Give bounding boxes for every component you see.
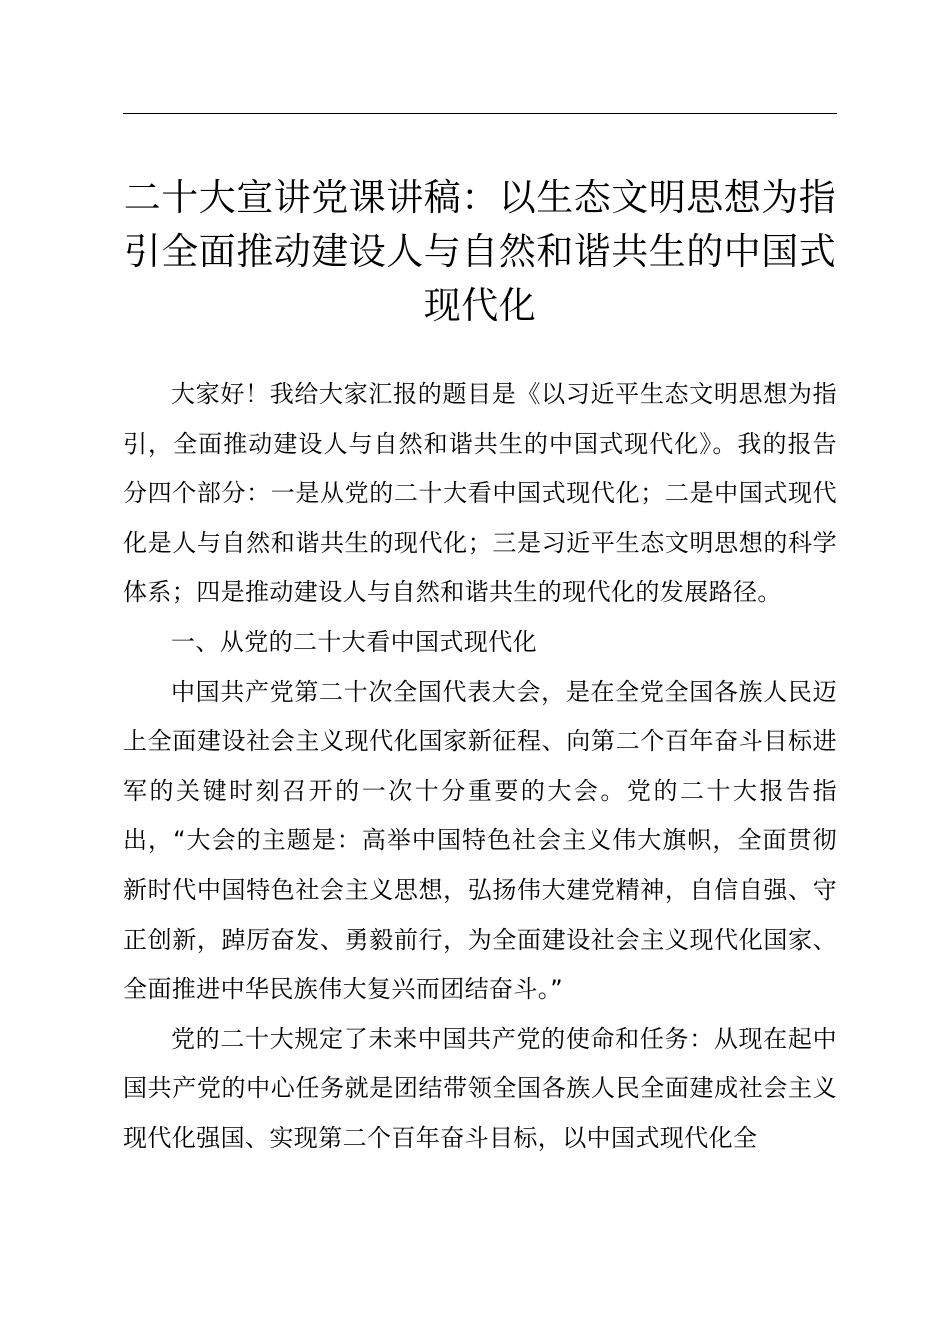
body-paragraph: 党的二十大规定了未来中国共产党的使命和任务：从现在起中国共产党的中心任务就是团结带领全国各族人民全面建成社会主义现代化强国、实现第二个百年奋斗目标，以中国式现代化全 [123,1024,837,1152]
document-body [123,370,837,1164]
document-title: 二十大宣讲党课讲稿：以生态文明思想为指引全面推动建设人与自然和谐共生的中国式现代化 [123,176,837,327]
section-heading-1: 一、从党的二十大看中国式现代化 [171,627,537,656]
intro-paragraph: 大家好！我给大家汇报的题目是《以习近平生态文明思想为指引，全面推动建设人与自然和谐共生的中国式现代化》。我的报告分四个部分：一是从党的二十大看中国式现代化；二是中国式现代化是人与自然和谐共生的现代化；三是习近平生态文明思想的科学体系；四是推动建设人与自然和谐共生的现代化的发展路径。 [123,380,837,607]
header-rule [123,113,837,114]
body-paragraph: 中国共产党第二十次全国代表大会，是在全党全国各族人民迈上全面建设社会主义现代化国家新征程、向第二个百年奋斗目标进军的关键时刻召开的一次十分重要的大会。党的二十大报告指出，“大会的主题是：高举中国特色社会主义伟大旗帜，全面贯彻新时代中国特色社会主义思想，弘扬伟大建党精神，自信自强、守正创新，踔厉奋发、勇毅前行，为全面建设社会主义现代化国家、全面推进中华民族伟大复兴而团结奋斗。” [123,677,837,1004]
